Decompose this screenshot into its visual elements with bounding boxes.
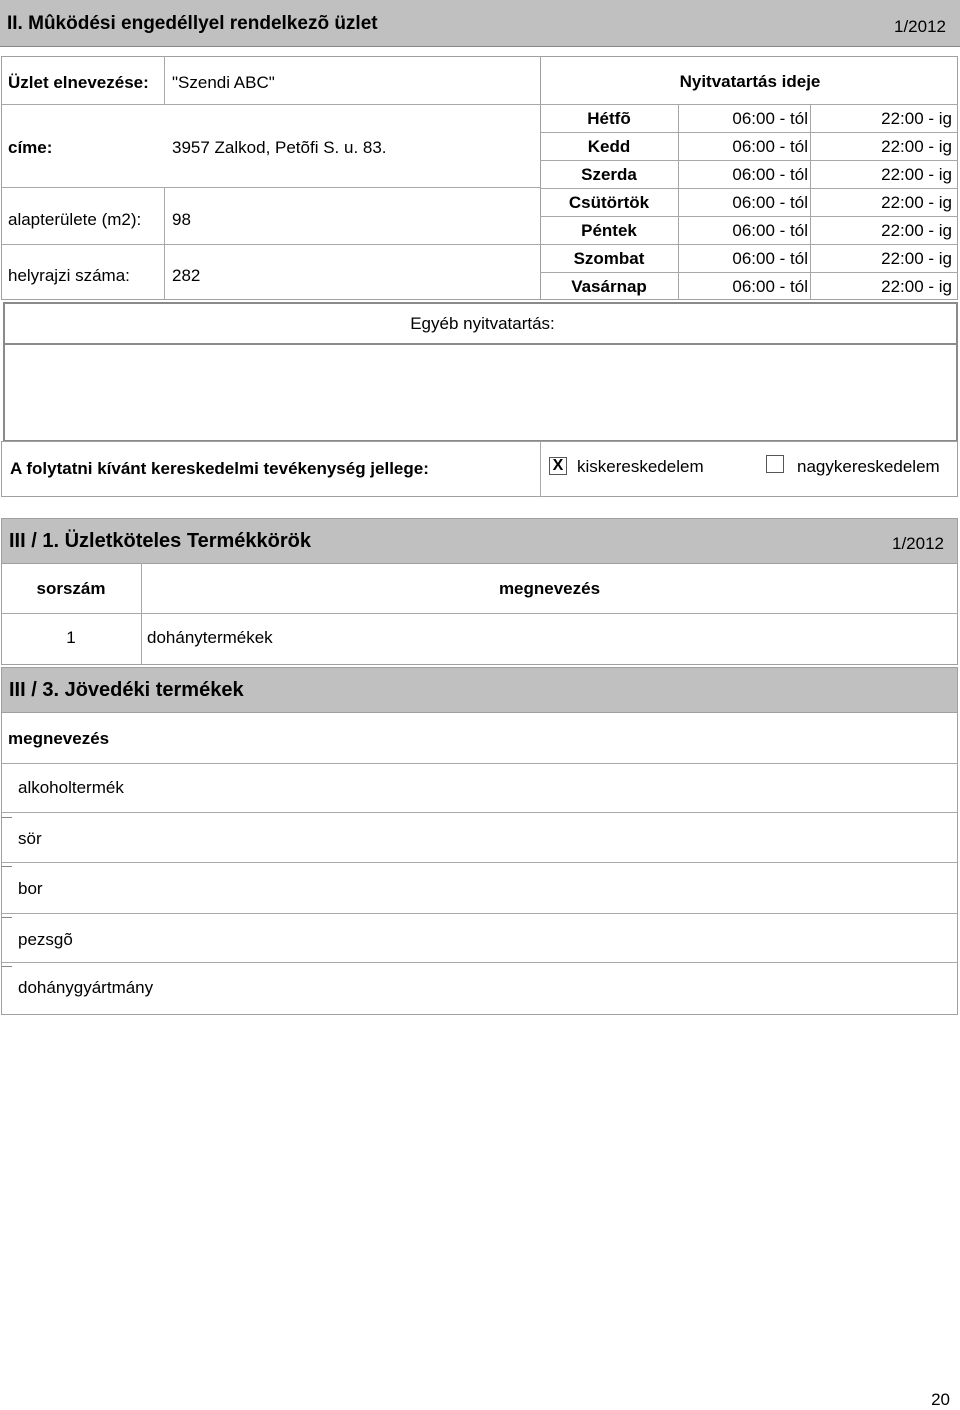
shop-name-value: "Szendi ABC" (172, 73, 275, 92)
opening-hours-title: Nyitvatartás ideje (679, 72, 821, 91)
divider (1, 812, 958, 813)
divider (540, 441, 541, 497)
divider (1, 862, 958, 863)
divider (164, 187, 165, 300)
lot-value: 282 (172, 266, 201, 285)
retail-label: kiskereskedelem (577, 457, 704, 476)
excise-products-table (1, 712, 958, 1015)
retail-checkbox[interactable]: X (549, 457, 567, 475)
section-header (1, 518, 958, 564)
divider (1, 913, 958, 914)
row-number: 1 (66, 628, 76, 647)
time-from: 06:00 - tól (732, 249, 808, 268)
section-title: III / 3. Jövedéki termékek (9, 679, 244, 701)
divider (540, 188, 958, 189)
wholesale-label: nagykereskedelem (797, 457, 940, 476)
time-to: 22:00 - ig (881, 137, 952, 156)
shop-name-label: Üzlet elnevezése: (8, 73, 149, 92)
list-item: sör (18, 829, 42, 848)
divider (540, 132, 958, 133)
divider (5, 343, 956, 345)
area-label: alapterülete (m2): (8, 210, 142, 229)
day-name: Szerda (581, 165, 637, 184)
divider (540, 216, 958, 217)
section-title: III / 1. Üzletköteles Termékkörök (9, 530, 311, 552)
time-from: 06:00 - tól (732, 221, 808, 240)
divider (1, 187, 540, 188)
day-name: Szombat (573, 249, 645, 268)
section-header (0, 0, 960, 47)
list-item: dohánygyártmány (18, 978, 154, 997)
list-item: pezsgõ (18, 930, 73, 949)
divider (1, 244, 540, 245)
list-item: bor (18, 879, 43, 898)
address-value: 3957 Zalkod, Petõfi S. u. 83. (172, 138, 387, 157)
divider (540, 104, 958, 105)
divider (2, 917, 12, 918)
day-name: Kedd (587, 137, 631, 156)
other-hours-box (3, 302, 958, 442)
divider (540, 160, 958, 161)
wholesale-checkbox[interactable] (766, 455, 784, 473)
activity-type-label: A folytatni kívánt kereskedelmi tevékenység jellege: (10, 459, 429, 478)
day-name: Vasárnap (571, 277, 647, 296)
row-name: dohánytermékek (147, 628, 273, 647)
column-header-name: megnevezés (8, 729, 110, 748)
divider (1, 763, 958, 764)
divider (2, 817, 12, 818)
divider (540, 244, 958, 245)
section-title: II. Mûködési engedéllyel rendelkezõ üzlet (7, 13, 378, 34)
divider (2, 966, 12, 967)
time-to: 22:00 - ig (881, 221, 952, 240)
day-name: Hétfõ (587, 109, 631, 128)
day-name: Péntek (581, 221, 637, 240)
time-from: 06:00 - tól (732, 193, 808, 212)
shop-info-table (1, 56, 541, 300)
column-header-number: sorszám (36, 579, 106, 598)
other-hours-label: Egyéb nyitvatartás: (410, 314, 555, 333)
time-to: 22:00 - ig (881, 277, 952, 296)
time-to: 22:00 - ig (881, 249, 952, 268)
time-from: 06:00 - tól (732, 109, 808, 128)
list-item: alkoholtermék (18, 778, 124, 797)
divider (1, 613, 958, 614)
document-number: 1/2012 (894, 17, 946, 36)
section-header (1, 667, 958, 713)
divider (164, 56, 165, 104)
day-name: Csütörtök (568, 193, 650, 212)
address-label: címe: (8, 138, 53, 157)
document-number: 1/2012 (892, 534, 944, 553)
divider (1, 104, 540, 105)
time-to: 22:00 - ig (881, 109, 952, 128)
time-to: 22:00 - ig (881, 193, 952, 212)
area-value: 98 (172, 210, 191, 229)
time-from: 06:00 - tól (732, 165, 808, 184)
time-from: 06:00 - tól (732, 277, 808, 296)
column-header-name: megnevezés (498, 579, 601, 598)
divider (2, 866, 12, 867)
lot-label: helyrajzi száma: (8, 266, 130, 285)
time-to: 22:00 - ig (881, 165, 952, 184)
page-number: 20 (931, 1390, 950, 1409)
divider (540, 272, 958, 273)
divider (1, 962, 958, 963)
time-from: 06:00 - tól (732, 137, 808, 156)
